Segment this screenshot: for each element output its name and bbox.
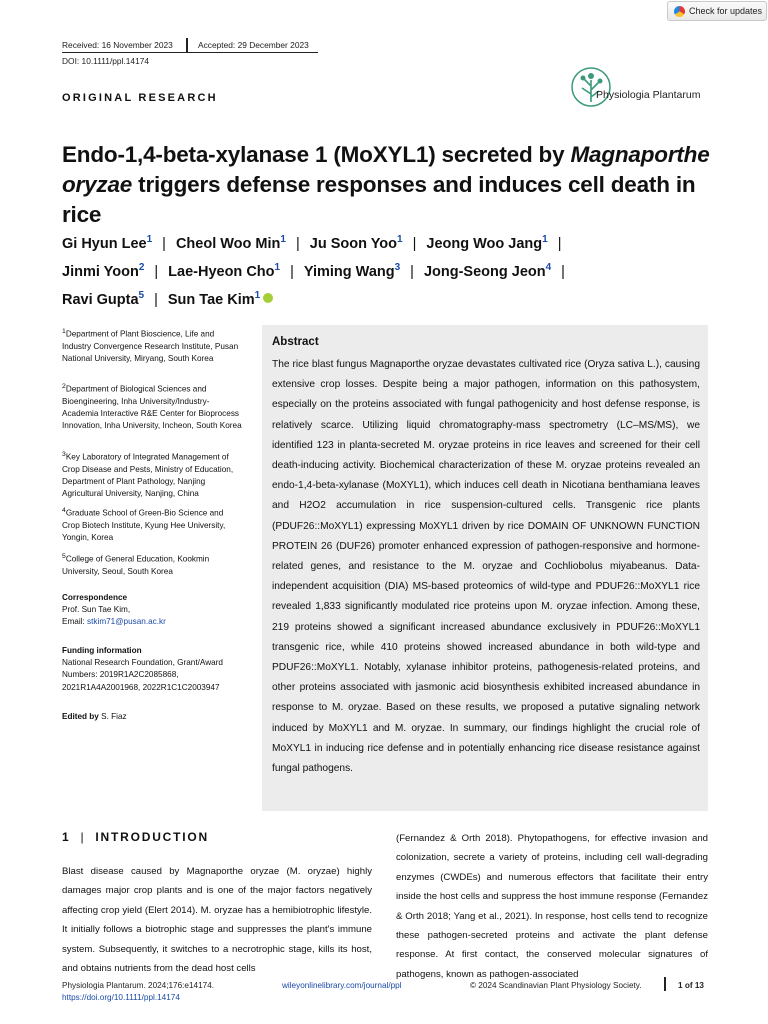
section-label: ORIGINAL RESEARCH (62, 92, 218, 104)
edited-by: Edited by S. Fiaz (62, 712, 127, 721)
author: Jinmi Yoon$^2$ (62, 262, 145, 281)
author: Sun Tae Kim$^1$ (167, 290, 261, 309)
footer-citation: Physiologia Plantarum. 2024;176:e14174. (62, 981, 215, 990)
page-number: 1 of 13 (678, 981, 704, 990)
affiliation-4: $^4$Graduate School of Green-Bio Science and Crop Biotech Institute, Kyung Hee University, Yongin, Korea (62, 507, 226, 543)
journal-name: Physiologia Plantarum (596, 89, 701, 101)
affiliation-3: $^3$Key Laboratory of Integrated Management of Crop Disease and Pests, Ministry of Education, Department of Plant Pathology, Nanjing Agricultural University, Nanjing, China (62, 451, 234, 499)
affiliation-1: $^1$Department of Plant Bioscience, Life and Industry Convergence Research Institute, Pusan National University, Miryang, South Korea (62, 328, 239, 364)
author: Ravi Gupta$^5$ (62, 290, 145, 309)
section-heading: 1 | INTRODUCTION (62, 830, 209, 844)
author-list: Gi Hyun Lee$^1$ | Cheol Woo Min$^1$ | Ju Soon Yoo$^1$ | Jeong Woo Jang$^1$ | Jinmi Yoon$^2$ | Lae-Hyeon Cho$^1$ | Yiming Wang$^3$ | Jong-Seong Jeon$^4$ | Ravi Gupta$^5$ | Sun Tae Kim$^1$ (62, 234, 565, 309)
author: Jong-Seong Jeon$^4$ (423, 262, 552, 281)
intro-column-2: (Fernandez & Orth 2018). Phytopathogens, for effective invasion and colonization, secrete a variety of proteins, including cell wall-degrading enzymes (CWDEs) and numerous effectors that facilitate their entry inside the host cells and suppress the host immune response (Fernandez & Orth 2018; Yang et al., 2021). In response, host cells tend to recognize these pathogen-secreted proteins and activate the plant defense response. At first contact, the conserved molecular signatures of pathogens, known as pathogen-associated (396, 833, 708, 980)
check-updates-icon (674, 6, 685, 17)
header-divider (186, 38, 188, 52)
abstract-body: The rice blast fungus Magnaporthe oryzae devastates cultivated rice (Oryza sativa L.), causing extensive crop losses. Despite being a major pathogen, information on this pathosystem, especially on the proteins associated with fungal pathogenicity and host defense response, is relatively scarce. Utilizing liquid chromatography-mass spectrometry (LC–MS/MS), we identified 123 in planta-secreted M. oryzae proteins in rice leaves and screened for their cell death-inducing activity. Biochemical characterization of these M. oryzae proteins revealed an endo-1,4-beta-xylanase (MoXYL1), which induces cell death in Nicotiana benthamiana leaves and H2O2 accumulation in rice suspension-cultured cells. Transgenic rice plants (PDUF26::MoXYL1) expressing MoXYL1 driven by rice DOMAIN OF UNKNOWN FUNCTION PROTEIN 26 (DUF26) promoter enhanced expression of pathogen-responsive and hormone-related genes, and resistance to the M. oryzae and Cochliobolus miyabeanus. Data-independent acquisition (DIA) MS-based proteomics of wild-type and PDUF26::MoXYL1 rice revealed 1,833 significantly modulated rice proteins upon M. oryzae infection. Among these, 219 proteins showed a significant increased abundance exclusively in PDUF26::MoXYL1 transgenic rice, while 410 proteins showed increased abundance in both wild-type and PDUF26::MoXYL1. Notably, xylanase inhibitor proteins, pathogenesis-related proteins, and other proteins associated with jasmonic acid biosynthesis exhibited increased abundance in response to M. oryzae. Based on these results, we proposed a putative signaling network induced by MoXYL1 and M. oryzae. In summary, our findings highlight the crucial role of MoXYL1 in inducing rice defense and in potentially enhancing rice disease resistance against fungal pathogens. (272, 359, 700, 775)
author: Cheol Woo Min$^1$ (175, 234, 286, 252)
check-for-updates-button[interactable] (667, 1, 767, 21)
intro-column-1: Blast disease caused by Magnaporthe oryzae (M. oryzae) highly damages major crop plants and is one of the major factors negatively affecting crop yield (Elert 2014). M. oryzae has a hemibiotrophic lifestyle. It initially follows a biotrophic stage and suppresses the plant's immune system. Subsequently, it switches to a necrotrophic stage, kills its host, and obtains nutrients from the dead host cells (62, 866, 372, 975)
footer-copyright: © 2024 Scandinavian Plant Physiology Society. (470, 981, 642, 990)
footer-divider (664, 977, 666, 991)
author: Jeong Woo Jang$^1$ (426, 234, 548, 252)
affiliation-2: $^2$Department of Biological Sciences and Bioengineering, Inha University/Industry-Academia Interactive R&E Center for Bioprocess Innovation, Inha University, Incheon, South Korea (62, 383, 242, 431)
orcid-icon[interactable] (263, 293, 273, 303)
email-link[interactable]: stkim71@pusan.ac.kr (87, 617, 166, 627)
accepted-date: Accepted: 29 December 2023 (198, 40, 309, 50)
footer-site-link[interactable]: wileyonlinelibrary.com/journal/ppl (282, 981, 402, 990)
journal-logo-icon (570, 66, 612, 108)
funding-info: Funding information National Research Foundation, Grant/Award Numbers: 2019R1A2C2085868, 2021R1A4A2001968, 2022R1C1C2003947 (62, 646, 223, 692)
received-date: Received: 16 November 2023 (62, 40, 173, 50)
header-rule (62, 52, 318, 53)
footer-doi-link[interactable]: https://doi.org/10.1111/ppl.14174 (62, 993, 180, 1002)
check-updates-label: Check for updates (689, 6, 763, 16)
author: Lae-Hyeon Cho$^1$ (168, 262, 281, 281)
affiliation-5: $^5$College of General Education, Kookmin University, Seoul, South Korea (62, 553, 210, 576)
author: Gi Hyun Lee$^1$ (62, 234, 153, 252)
correspondence: Correspondence Prof. Sun Tae Kim, Email: stkim71@pusan.ac.kr (62, 593, 166, 627)
doi: DOI: 10.1111/ppl.14174 (62, 56, 150, 66)
article-title: Endo-1,4-beta-xylanase 1 (MoXYL1) secreted by Magnaporthe oryzae triggers defense responses and induces cell death in rice (62, 142, 710, 227)
author: Ju Soon Yoo$^1$ (309, 234, 403, 252)
author: Yiming Wang$^3$ (303, 262, 401, 281)
abstract-heading: Abstract (272, 336, 319, 348)
